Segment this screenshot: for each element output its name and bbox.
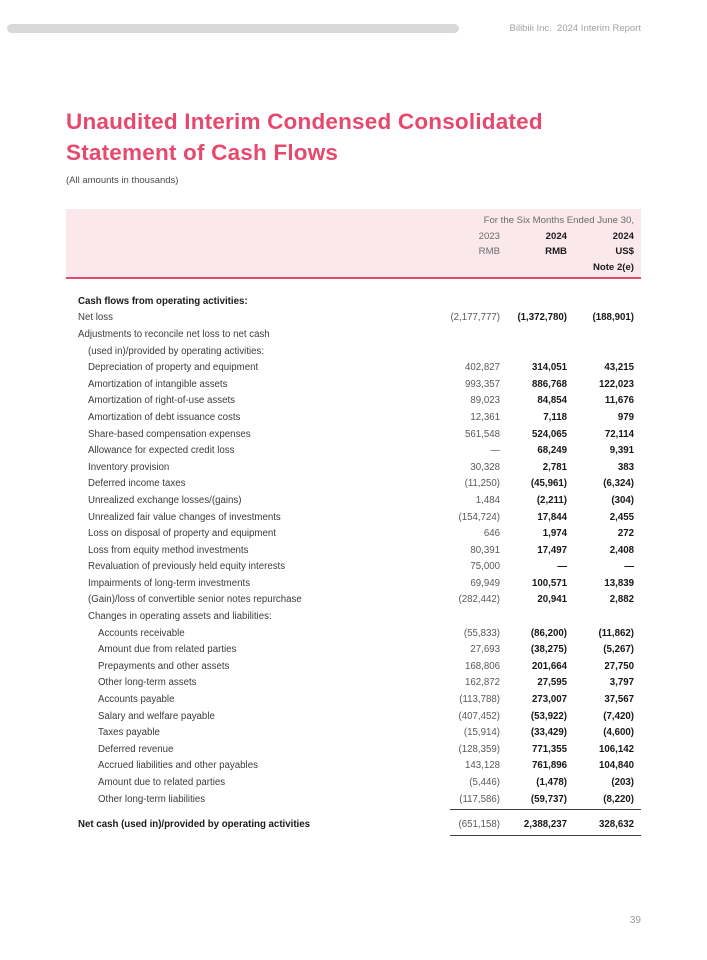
row-label: Amortization of debt issuance costs [88,411,241,423]
col-currency-2023: RMB [478,246,500,258]
row-value: — [490,445,500,457]
row-value: 993,357 [464,378,500,390]
row-value: (55,833) [463,627,500,639]
row-value: 201,664 [531,660,567,672]
row-value: 886,768 [531,378,567,390]
row-value: 314,051 [531,362,567,374]
table-row [66,326,641,343]
table-row [66,293,641,310]
row-label: Net cash (used in)/provided by operating activities [78,819,311,831]
row-label: Other long-term assets [98,677,197,689]
table-row [66,492,641,509]
table-row [66,310,641,327]
table-row [66,641,641,658]
table-body [66,293,641,836]
row-value: 9,391 [609,445,634,457]
row-value: 646 [483,528,500,540]
row-value: 37,567 [604,694,634,706]
row-value: (113,788) [459,694,500,706]
table-row [66,542,641,559]
subtotal-rule [450,835,641,836]
row-label: Depreciation of property and equipment [88,362,259,374]
period-header: For the Six Months Ended June 30, [483,215,634,226]
row-value: (33,429) [530,727,567,739]
row-value: 17,497 [537,544,567,556]
row-value: (128,359) [458,743,500,755]
row-label: Other long-term liabilities [98,793,206,805]
row-label: Net loss [78,312,113,324]
row-value: 524,065 [531,428,567,440]
table-row [66,608,641,625]
row-value: 2,408 [609,544,634,556]
col-year-2024-rmb: 2024 [545,230,567,242]
row-value: 761,896 [531,760,567,772]
row-value: 89,023 [470,395,500,407]
row-value: 72,114 [604,428,634,440]
row-label: Cash flows from operating activities: [78,295,248,307]
row-value: 17,844 [537,511,567,523]
table-row [66,509,641,526]
report-header-text: Bilibili Inc. 2024 Interim Report [509,23,641,34]
row-label: Unrealized exchange losses/(gains) [88,494,242,506]
row-label: Accounts receivable [98,627,185,639]
table-row [66,343,641,360]
row-value: (15,914) [463,727,500,739]
table-row [66,476,641,493]
table-row [66,592,641,609]
row-label: Accrued liabilities and other payables [98,760,258,772]
row-value: (4,600) [603,727,634,739]
row-value: 1,484 [475,494,500,506]
row-value: 2,781 [542,461,567,473]
row-value: (53,922) [530,710,567,722]
row-label: Revaluation of previously held equity interests [88,561,286,573]
row-label: Allowance for expected credit loss [88,445,235,457]
row-value: 7,118 [543,411,567,423]
row-value: 273,007 [531,694,567,706]
row-value: 771,355 [531,743,567,755]
row-value: 20,941 [537,594,567,606]
row-value: (45,961) [530,478,567,490]
col-year-2024-usd: 2024 [612,230,634,242]
row-value: (203) [611,777,634,789]
row-label: Deferred income taxes [88,478,186,490]
table-header [66,209,641,279]
table-row [66,393,641,410]
row-value: (2,211) [536,494,567,506]
row-value: 11,676 [604,395,634,407]
row-label: (used in)/provided by operating activities: [88,345,265,357]
row-value: (407,452) [458,710,500,722]
row-value: 272 [617,528,634,540]
row-label: Amount due from related parties [98,644,237,656]
row-label: Amortization of intangible assets [88,378,228,390]
table-row [66,791,641,808]
content-area [66,0,641,838]
row-value: (5,267) [603,644,634,656]
row-label: Loss from equity method investments [88,544,249,556]
row-label: Prepayments and other assets [98,660,230,672]
col-currency-2024-rmb: RMB [545,246,567,258]
row-value: (1,372,780) [517,312,567,324]
row-label: Taxes payable [98,727,160,739]
table-row [66,741,641,758]
row-value: 100,571 [531,577,567,589]
row-label: Impairments of long-term investments [88,577,251,589]
row-label: Unrealized fair value changes of investments [88,511,281,523]
table-row [66,359,641,376]
row-value: 143,128 [464,760,500,772]
row-value: 43,215 [604,362,634,374]
row-value: 2,882 [609,594,634,606]
page-title: Unaudited Interim Condensed Consolidated Statement of Cash Flows [66,109,543,165]
row-value: (11,862) [598,627,634,639]
table-row [66,658,641,675]
row-value: 561,548 [464,428,500,440]
row-value: (1,478) [536,777,567,789]
row-value: (6,324) [603,478,634,490]
row-value: 75,000 [470,561,500,573]
row-value: — [624,561,634,573]
row-value: 2,455 [609,511,634,523]
table-row [66,816,641,833]
row-value: 328,632 [598,819,634,831]
row-value: (304) [611,494,634,506]
row-value: 27,595 [537,677,567,689]
col-year-2023: 2023 [478,230,500,242]
row-value: 168,806 [464,660,500,672]
col-currency-2024-usd: US$ [615,246,634,258]
table-row [66,442,641,459]
table-row [66,774,641,791]
row-value: (117,586) [459,793,500,805]
row-value: (86,200) [530,627,567,639]
row-value: 3,797 [609,677,634,689]
table-row [66,625,641,642]
table-row [66,724,641,741]
row-label: Amount due to related parties [98,777,226,789]
row-label: Adjustments to reconcile net loss to net cash [78,328,270,340]
row-value: (8,220) [603,793,634,805]
year-header-row [66,229,641,245]
note-header-row [66,260,641,276]
row-value: 979 [617,411,634,423]
row-label: Salary and welfare payable [98,710,215,722]
col-note-usd: Note 2(e) [592,261,634,273]
currency-header-row [66,244,641,260]
row-value: 84,854 [537,395,567,407]
table-row [66,675,641,692]
table-row [66,409,641,426]
row-value: (2,177,777) [450,312,500,324]
row-value: (651,158) [458,819,500,831]
row-value: 106,142 [598,743,634,755]
row-value: 12,361 [470,411,500,423]
row-value: (11,250) [464,478,500,490]
table-row [66,758,641,775]
row-value: 30,328 [470,461,500,473]
row-value: 383 [617,461,634,473]
table-row [66,708,641,725]
row-value: (38,275) [530,644,567,656]
row-value: — [557,561,567,573]
row-value: 162,872 [464,677,500,689]
row-value: 68,249 [537,445,567,457]
page-number: 39 [629,915,641,926]
row-value: 122,023 [598,378,634,390]
row-value: (5,446) [469,777,500,789]
row-value: 80,391 [470,544,500,556]
row-label: Loss on disposal of property and equipment [88,528,276,540]
row-value: (282,442) [458,594,500,606]
row-value: 27,750 [604,660,634,672]
row-value: 1,974 [542,528,567,540]
row-label: Deferred revenue [98,743,174,755]
row-label: Changes in operating assets and liabilities: [88,611,272,623]
row-value: 104,840 [598,760,634,772]
subtotal-rule [450,809,641,810]
table-row [66,559,641,576]
table-row [66,376,641,393]
row-value: (154,724) [458,511,500,523]
row-value: 69,949 [470,577,500,589]
table-row [66,575,641,592]
page-subtitle: (All amounts in thousands) [66,175,179,186]
row-label: Share-based compensation expenses [88,428,251,440]
row-value: 402,827 [464,362,500,374]
row-value: 2,388,237 [523,819,567,831]
row-value: (188,901) [592,312,634,324]
table-row [66,459,641,476]
row-label: Inventory provision [88,461,170,473]
table-row [66,426,641,443]
table-row [66,525,641,542]
row-value: (59,737) [530,793,567,805]
row-label: Accounts payable [98,694,175,706]
table-row [66,691,641,708]
row-label: (Gain)/loss of convertible senior notes repurchase [88,594,302,606]
row-value: 27,693 [470,644,500,656]
row-value: (7,420) [603,710,634,722]
row-label: Amortization of right-of-use assets [88,395,235,407]
row-value: 13,839 [604,577,634,589]
